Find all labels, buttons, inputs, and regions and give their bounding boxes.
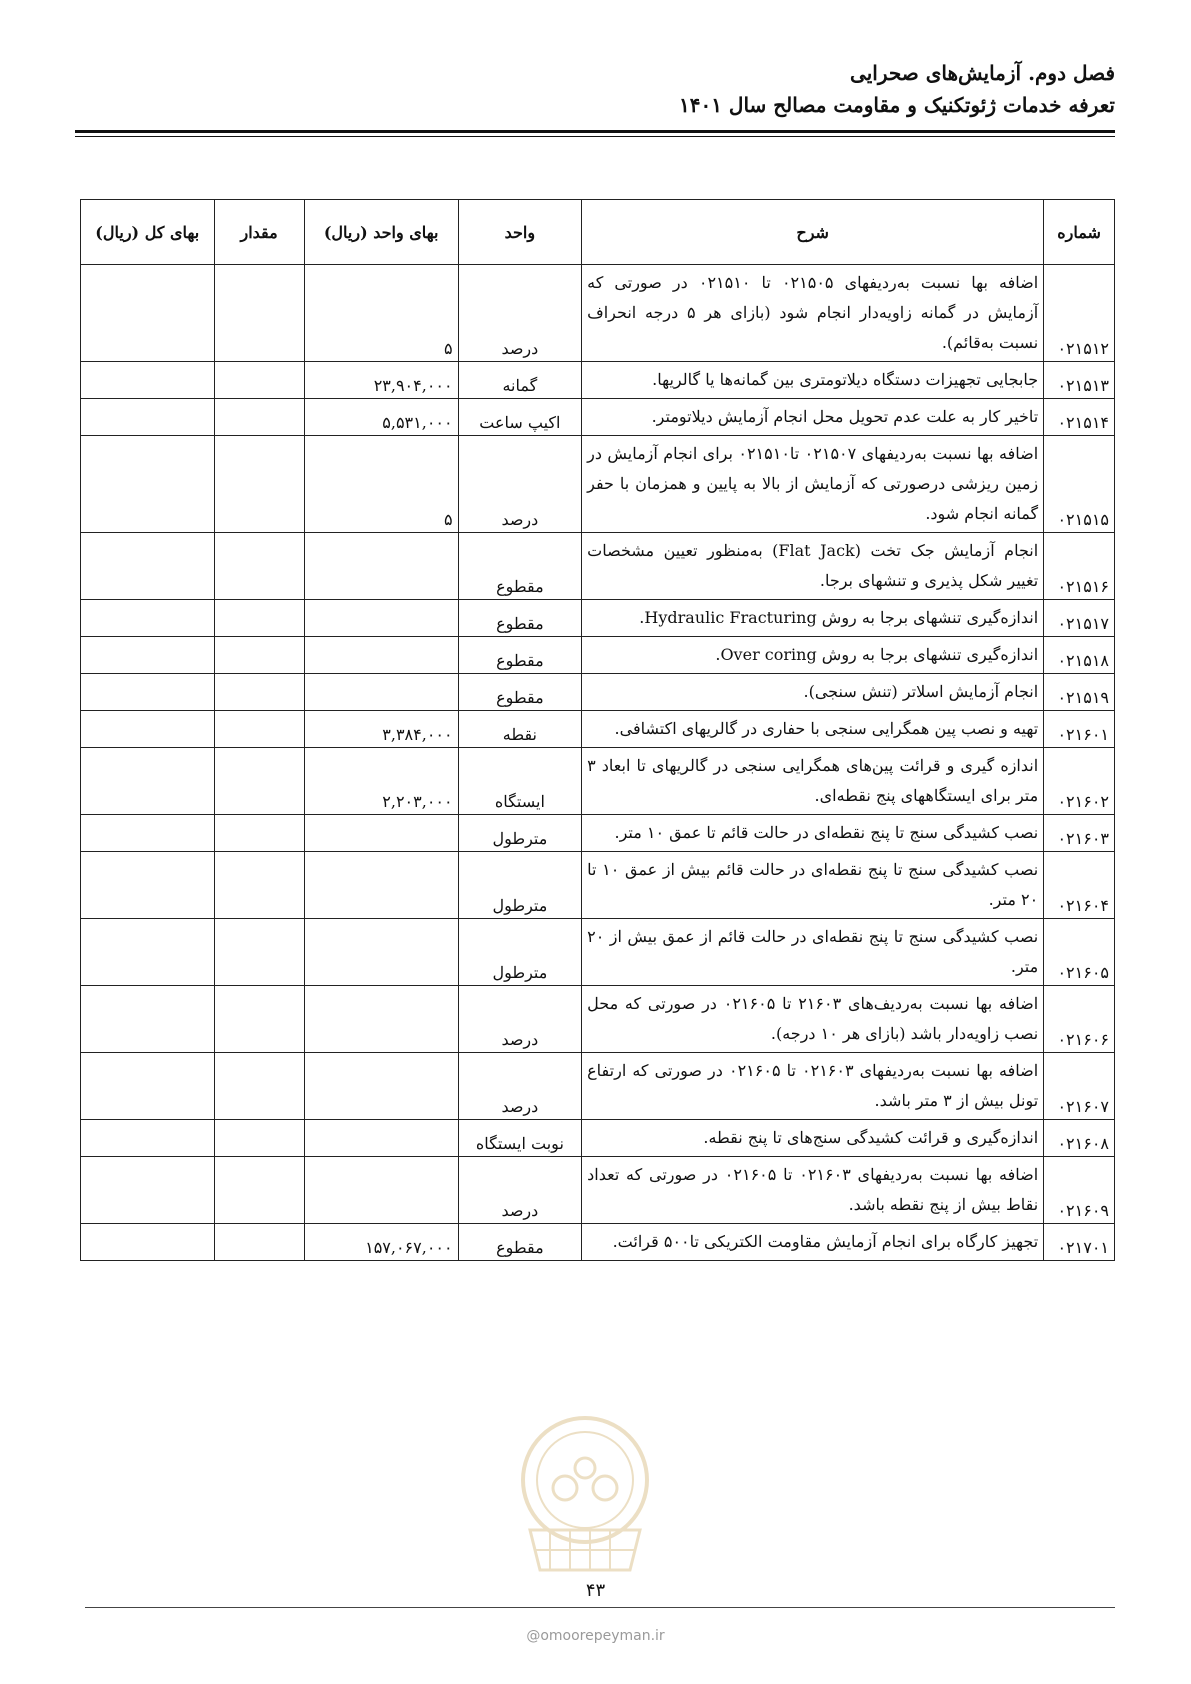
table-row (81, 600, 1115, 637)
row-quantity-cell (214, 265, 304, 362)
row-total-price-cell (81, 436, 215, 533)
row-description-cell: اندازه‌گیری و قرائت کشیدگی سنج‌های تا پنج نقطه. (582, 1120, 1044, 1157)
row-unit-cell: نقطه (458, 711, 582, 748)
row-quantity-cell (214, 399, 304, 436)
row-code-cell: ۰۲۱۶۰۶ (1044, 986, 1115, 1053)
row-total-price-cell (81, 1224, 215, 1261)
row-unit-cell: درصد (458, 436, 582, 533)
row-code-cell: ۰۲۱۵۱۸ (1044, 637, 1115, 674)
table-row (81, 748, 1115, 815)
row-total-price-cell (81, 265, 215, 362)
row-unit-cell: درصد (458, 1157, 582, 1224)
row-code-cell: ۰۲۱۵۱۵ (1044, 436, 1115, 533)
row-code-cell: ۰۲۱۵۱۹ (1044, 674, 1115, 711)
row-unit-price-cell (304, 1157, 458, 1224)
row-unit-price-cell: ۲۳,۹۰۴,۰۰۰ (304, 362, 458, 399)
page-number: ۴۳ (585, 1580, 606, 1601)
row-description-cell: اندازه‌گیری تنشهای برجا به روش Over coring. (582, 637, 1044, 674)
table-row (81, 1053, 1115, 1120)
table-header-row (81, 200, 1115, 265)
row-unit-price-cell: ۵,۵۳۱,۰۰۰ (304, 399, 458, 436)
table-body (81, 265, 1115, 1261)
footer-rule (85, 1607, 1115, 1608)
row-code-cell: ۰۲۱۵۱۶ (1044, 533, 1115, 600)
row-unit-cell: اکیپ ساعت (458, 399, 582, 436)
row-description-cell: جابجایی تجهیزات دستگاه دیلاتومتری بین گمانه‌ها یا گالریها. (582, 362, 1044, 399)
column-header-quantity: مقدار (214, 200, 304, 265)
row-description-cell: تهیه و نصب پین همگرایی سنجی با حفاری در گالریهای اکتشافی. (582, 711, 1044, 748)
row-description-cell: انجام آزمایش جک تخت (Flat Jack) به‌منظور تعیین مشخصات تغییر شکل پذیری و تنشهای برجا. (582, 533, 1044, 600)
table-row (81, 815, 1115, 852)
row-unit-cell: مقطوع (458, 1224, 582, 1261)
row-quantity-cell (214, 637, 304, 674)
row-quantity-cell (214, 1053, 304, 1120)
row-quantity-cell (214, 1157, 304, 1224)
row-unit-price-cell: ۱۵۷,۰۶۷,۰۰۰ (304, 1224, 458, 1261)
row-unit-cell: مقطوع (458, 600, 582, 637)
table-row (81, 399, 1115, 436)
row-description-cell: نصب کشیدگی سنج تا پنج نقطه‌ای در حالت قائم از عمق بیش از ۲۰ متر. (582, 919, 1044, 986)
row-total-price-cell (81, 674, 215, 711)
publisher-seal-watermark (510, 1410, 660, 1580)
row-unit-cell: مقطوع (458, 637, 582, 674)
row-unit-price-cell (304, 1120, 458, 1157)
header-rule-thick (75, 130, 1115, 133)
row-total-price-cell (81, 986, 215, 1053)
row-quantity-cell (214, 919, 304, 986)
row-unit-price-cell: ۲,۲۰۳,۰۰۰ (304, 748, 458, 815)
table-row (81, 919, 1115, 986)
table-row (81, 674, 1115, 711)
row-quantity-cell (214, 1224, 304, 1261)
row-total-price-cell (81, 748, 215, 815)
website-watermark: @omoorepeyman.ir (526, 1628, 665, 1644)
row-code-cell: ۰۲۱۶۰۱ (1044, 711, 1115, 748)
row-unit-price-cell (304, 986, 458, 1053)
row-unit-price-cell (304, 1053, 458, 1120)
row-unit-cell: گمانه (458, 362, 582, 399)
row-quantity-cell (214, 815, 304, 852)
row-quantity-cell (214, 533, 304, 600)
table-row (81, 265, 1115, 362)
row-description-cell: انجام آزمایش اسلاتر (تنش سنجی). (582, 674, 1044, 711)
row-unit-cell: درصد (458, 986, 582, 1053)
row-code-cell: ۰۲۱۶۰۵ (1044, 919, 1115, 986)
row-unit-cell: نوبت ایستگاه (458, 1120, 582, 1157)
document-subtitle: تعرفه خدمات ژئوتکنیک و مقاومت مصالح سال ۱۴۰۱ (678, 93, 1115, 117)
row-unit-price-cell: ۳,۳۸۴,۰۰۰ (304, 711, 458, 748)
row-total-price-cell (81, 637, 215, 674)
row-description-cell: تجهیز کارگاه برای انجام آزمایش مقاومت الکتریکی تا۵۰۰ قرائت. (582, 1224, 1044, 1261)
row-quantity-cell (214, 852, 304, 919)
column-header-description: شرح (582, 200, 1044, 265)
column-header-total-price: بهای کل (ریال) (81, 200, 215, 265)
row-total-price-cell (81, 852, 215, 919)
table-row (81, 436, 1115, 533)
row-unit-cell: مقطوع (458, 674, 582, 711)
table-row (81, 637, 1115, 674)
row-total-price-cell (81, 1120, 215, 1157)
table-row (81, 1224, 1115, 1261)
table-row (81, 986, 1115, 1053)
row-unit-cell: ایستگاه (458, 748, 582, 815)
column-header-unit-price: بهای واحد (ریال) (304, 200, 458, 265)
row-description-cell: اضافه بها نسبت به‌ردیفهای ۰۲۱۵۰۷ تا۰۲۱۵۱۰ برای انجام آزمایش در زمین ریزشی درصورتی که آزمایش از بالا به پایین و همزمان با حفر گمانه انجام شود. (582, 436, 1044, 533)
row-code-cell: ۰۲۱۵۱۲ (1044, 265, 1115, 362)
row-code-cell: ۰۲۱۶۰۲ (1044, 748, 1115, 815)
row-unit-price-cell (304, 919, 458, 986)
row-total-price-cell (81, 919, 215, 986)
row-total-price-cell (81, 399, 215, 436)
row-unit-cell: مترطول (458, 815, 582, 852)
row-unit-cell: درصد (458, 265, 582, 362)
table-row (81, 1120, 1115, 1157)
row-description-cell: نصب کشیدگی سنج تا پنج نقطه‌ای در حالت قائم تا عمق ۱۰ متر. (582, 815, 1044, 852)
row-code-cell: ۰۲۱۶۰۸ (1044, 1120, 1115, 1157)
column-header-unit: واحد (458, 200, 582, 265)
table-row (81, 533, 1115, 600)
row-unit-price-cell: ۵ (304, 265, 458, 362)
row-code-cell: ۰۲۱۶۰۳ (1044, 815, 1115, 852)
row-unit-cell: درصد (458, 1053, 582, 1120)
row-total-price-cell (81, 815, 215, 852)
row-code-cell: ۰۲۱۷۰۱ (1044, 1224, 1115, 1261)
row-description-cell: اضافه بها نسبت به‌ردیفهای ۰۲۱۶۰۳ تا ۰۲۱۶۰۵ در صورتی که تعداد نقاط بیش از پنج نقطه باشد. (582, 1157, 1044, 1224)
row-quantity-cell (214, 674, 304, 711)
row-code-cell: ۰۲۱۵۱۷ (1044, 600, 1115, 637)
page-header (75, 58, 1115, 120)
row-quantity-cell (214, 748, 304, 815)
row-quantity-cell (214, 711, 304, 748)
row-description-cell: اندازه‌گیری تنشهای برجا به روش Hydraulic Fracturing. (582, 600, 1044, 637)
row-quantity-cell (214, 986, 304, 1053)
column-header-code: شماره (1044, 200, 1115, 265)
table-row (81, 711, 1115, 748)
row-description-cell: تاخیر کار به علت عدم تحویل محل انجام آزمایش دیلاتومتر. (582, 399, 1044, 436)
row-unit-price-cell (304, 852, 458, 919)
row-description-cell: اضافه بها نسبت به‌ردیفهای ۰۲۱۵۰۵ تا ۰۲۱۵۱۰ در صورتی که آزمایش در گمانه زاویه‌دار انجام شود (بازای هر ۵ درجه انحراف نسبت به‌قائم). (582, 265, 1044, 362)
row-quantity-cell (214, 436, 304, 533)
row-unit-price-cell (304, 600, 458, 637)
row-total-price-cell (81, 711, 215, 748)
row-description-cell: اضافه بها نسبت به‌ردیف‌های ۲۱۶۰۳ تا ۰۲۱۶۰۵ در صورتی که محل نصب زاویه‌دار باشد (بازای هر ۱۰ درجه). (582, 986, 1044, 1053)
tariff-table (80, 199, 1115, 1261)
row-quantity-cell (214, 1120, 304, 1157)
row-unit-price-cell (304, 533, 458, 600)
chapter-title: فصل دوم. آزمایش‌های صحرایی (850, 61, 1115, 85)
row-total-price-cell (81, 362, 215, 399)
row-quantity-cell (214, 362, 304, 399)
row-total-price-cell (81, 533, 215, 600)
row-quantity-cell (214, 600, 304, 637)
row-unit-cell: مترطول (458, 852, 582, 919)
row-unit-price-cell (304, 637, 458, 674)
table-row (81, 852, 1115, 919)
row-code-cell: ۰۲۱۶۰۹ (1044, 1157, 1115, 1224)
row-description-cell: اضافه بها نسبت به‌ردیفهای ۰۲۱۶۰۳ تا ۰۲۱۶۰۵ در صورتی که ارتفاع تونل بیش از ۳ متر باشد. (582, 1053, 1044, 1120)
table-row (81, 1157, 1115, 1224)
row-code-cell: ۰۲۱۶۰۷ (1044, 1053, 1115, 1120)
row-unit-price-cell (304, 674, 458, 711)
row-description-cell: نصب کشیدگی سنج تا پنج نقطه‌ای در حالت قائم بیش از عمق ۱۰ تا ۲۰ متر. (582, 852, 1044, 919)
header-rule-thin (75, 136, 1115, 137)
row-unit-price-cell (304, 815, 458, 852)
row-total-price-cell (81, 1157, 215, 1224)
row-unit-cell: مترطول (458, 919, 582, 986)
row-description-cell: اندازه گیری و قرائت پین‌های همگرایی سنجی در گالریهای تا ابعاد ۳ متر برای ایستگاههای پنج نقطه‌ای. (582, 748, 1044, 815)
row-total-price-cell (81, 1053, 215, 1120)
row-code-cell: ۰۲۱۵۱۴ (1044, 399, 1115, 436)
table-row (81, 362, 1115, 399)
row-unit-price-cell: ۵ (304, 436, 458, 533)
row-total-price-cell (81, 600, 215, 637)
row-code-cell: ۰۲۱۶۰۴ (1044, 852, 1115, 919)
row-unit-cell: مقطوع (458, 533, 582, 600)
row-code-cell: ۰۲۱۵۱۳ (1044, 362, 1115, 399)
